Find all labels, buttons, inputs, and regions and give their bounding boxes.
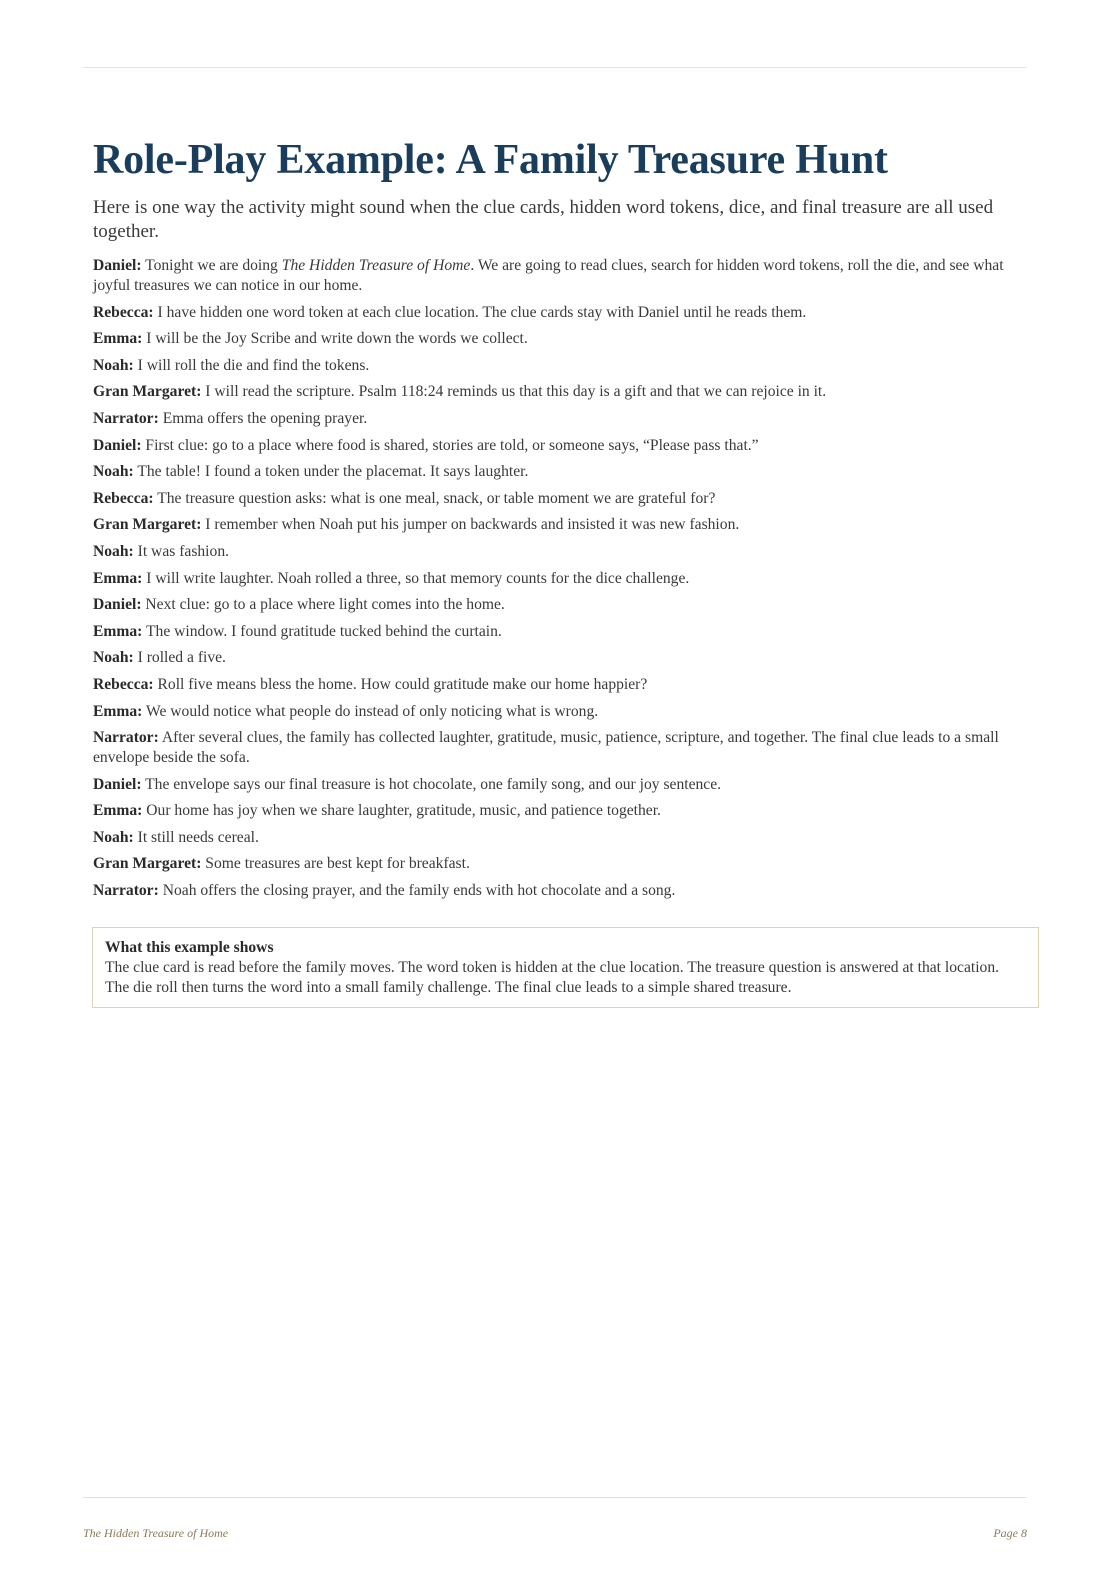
dialogue-line bbox=[93, 801, 1023, 821]
dialogue-text: We would notice what people do instead of only noticing what is wrong. bbox=[142, 702, 599, 720]
dialogue-text: Some treasures are best kept for breakfast. bbox=[201, 855, 470, 873]
dialogue-line bbox=[93, 489, 1023, 509]
dialogue-text: I will roll the die and find the tokens. bbox=[133, 356, 370, 374]
page-title: Role-Play Example: A Family Treasure Hunt bbox=[93, 137, 888, 183]
dialogue-text: I will write laughter. Noah rolled a three, so that memory counts for the dice challenge. bbox=[142, 569, 690, 587]
dialogue-line bbox=[93, 622, 1023, 642]
page-content bbox=[93, 136, 1023, 908]
dialogue-line bbox=[93, 303, 1023, 323]
speaker-name: Rebecca: bbox=[93, 303, 154, 321]
note-title: What this example shows bbox=[105, 939, 274, 956]
speaker-name: Emma: bbox=[93, 802, 143, 820]
speaker-name: Daniel: bbox=[93, 257, 142, 274]
dialogue-list bbox=[93, 256, 1023, 901]
speaker-name: Rebecca: bbox=[93, 675, 154, 693]
dialogue-line bbox=[93, 256, 1023, 296]
dialogue-line bbox=[93, 595, 1023, 615]
example-summary-box bbox=[92, 927, 1039, 1008]
speaker-name: Daniel: bbox=[93, 436, 142, 454]
dialogue-text: I will be the Joy Scribe and write down the words we collect. bbox=[142, 330, 528, 348]
speaker-name: Rebecca: bbox=[93, 489, 154, 507]
intro-paragraph: Here is one way the activity might sound when the clue cards, hidden word tokens, dice, and final treasure are all used together. bbox=[93, 197, 994, 242]
speaker-name: Emma: bbox=[93, 622, 143, 640]
dialogue-text: I have hidden one word token at each clue location. The clue cards stay with Daniel until he reads them. bbox=[153, 303, 807, 321]
speaker-name: Daniel: bbox=[93, 775, 142, 793]
footer-book-title: The Hidden Treasure of Home bbox=[83, 1526, 229, 1540]
dialogue-text: The table! I found a token under the placemat. It says laughter. bbox=[133, 463, 529, 481]
dialogue-line bbox=[93, 828, 1023, 848]
page-number: Page 8 bbox=[993, 1526, 1027, 1540]
dialogue-text: The treasure question asks: what is one meal, snack, or table moment we are grateful for? bbox=[153, 489, 716, 507]
speaker-name: Daniel: bbox=[93, 596, 142, 614]
dialogue-line bbox=[93, 775, 1023, 795]
dialogue-text: The window. I found gratitude tucked behind the curtain. bbox=[142, 622, 502, 640]
book-title-italic: The Hidden Treasure of Home bbox=[281, 257, 471, 274]
dialogue-text: I remember when Noah put his jumper on backwards and insisted it was new fashion. bbox=[201, 516, 740, 534]
speaker-name: Narrator: bbox=[93, 882, 159, 900]
dialogue-line bbox=[93, 728, 1023, 768]
dialogue-text: Next clue: go to a place where light comes into the home. bbox=[141, 596, 505, 614]
speaker-name: Gran Margaret: bbox=[93, 383, 202, 401]
speaker-name: Gran Margaret: bbox=[93, 516, 202, 534]
dialogue-text: Emma offers the opening prayer. bbox=[158, 409, 368, 427]
speaker-name: Emma: bbox=[93, 569, 143, 587]
dialogue-line bbox=[93, 542, 1023, 562]
speaker-name: Emma: bbox=[93, 330, 143, 348]
speaker-name: Noah: bbox=[93, 828, 134, 846]
dialogue-line bbox=[93, 675, 1023, 695]
dialogue-line bbox=[93, 515, 1023, 535]
dialogue-text: Tonight we are doing bbox=[141, 257, 282, 274]
dialogue-text: It was fashion. bbox=[133, 542, 230, 560]
dialogue-line bbox=[93, 356, 1023, 376]
dialogue-text: First clue: go to a place where food is shared, stories are told, or someone says, “Please pass that.” bbox=[141, 436, 759, 454]
dialogue-text: Noah offers the closing prayer, and the family ends with hot chocolate and a song. bbox=[158, 882, 676, 900]
dialogue-text: I rolled a five. bbox=[133, 649, 226, 667]
speaker-name: Gran Margaret: bbox=[93, 855, 202, 873]
header-rule bbox=[83, 67, 1027, 68]
speaker-name: Emma: bbox=[93, 702, 143, 720]
speaker-name: Noah: bbox=[93, 356, 134, 374]
speaker-name: Noah: bbox=[93, 542, 134, 560]
speaker-name: Narrator: bbox=[93, 409, 159, 427]
dialogue-line bbox=[93, 569, 1023, 589]
dialogue-line bbox=[93, 329, 1023, 349]
dialogue-line bbox=[93, 648, 1023, 668]
dialogue-text: After several clues, the family has collected laughter, gratitude, music, patience, scripture, and together. The final clue leads to a small envelope beside the sofa. bbox=[93, 729, 999, 767]
dialogue-line bbox=[93, 702, 1023, 722]
dialogue-text: . We are going to read clues, search for hidden word tokens, roll the die, and see what joyful treasures we can notice in our home. bbox=[93, 257, 1004, 294]
dialogue-line bbox=[93, 462, 1023, 482]
dialogue-text: Our home has joy when we share laughter, gratitude, music, and patience together. bbox=[142, 802, 661, 820]
speaker-name: Noah: bbox=[93, 463, 134, 481]
dialogue-text: It still needs cereal. bbox=[133, 828, 259, 846]
footer-rule bbox=[83, 1497, 1027, 1498]
dialogue-line bbox=[93, 382, 1023, 402]
dialogue-line bbox=[93, 881, 1023, 901]
dialogue-text: The envelope says our final treasure is hot chocolate, one family song, and our joy sentence. bbox=[141, 775, 722, 793]
note-body: The clue card is read before the family moves. The word token is hidden at the clue location. The treasure question is answered at that location. The die roll then turns the word into a small family challenge. The final clue leads to a simple shared treasure. bbox=[105, 959, 1000, 996]
speaker-name: Narrator: bbox=[93, 729, 159, 747]
dialogue-text: I will read the scripture. Psalm 118:24 reminds us that this day is a gift and that we can rejoice in it. bbox=[201, 383, 827, 401]
speaker-name: Noah: bbox=[93, 649, 134, 667]
dialogue-line bbox=[93, 854, 1023, 874]
dialogue-line bbox=[93, 436, 1023, 456]
dialogue-text: Roll five means bless the home. How could gratitude make our home happier? bbox=[153, 675, 648, 693]
dialogue-line bbox=[93, 409, 1023, 429]
